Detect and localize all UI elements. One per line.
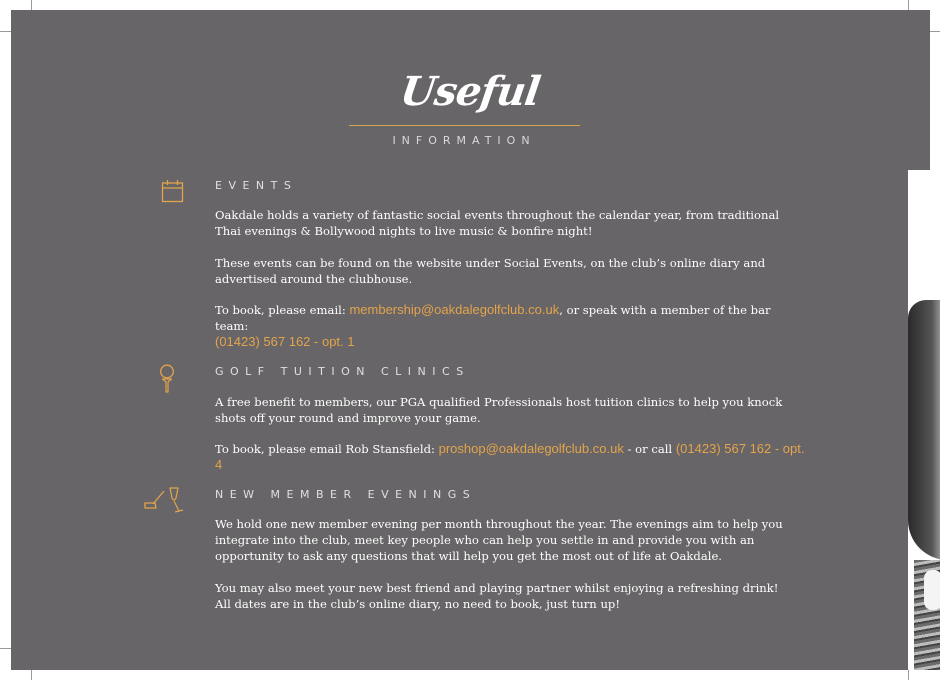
tuition-paragraph-2 bbox=[215, 441, 805, 473]
events-paragraph-3 bbox=[215, 302, 805, 350]
new-member-title: NEW MEMBER EVENINGS bbox=[215, 488, 477, 501]
proshop-email-link[interactable]: proshop@oakdalegolfclub.co.uk bbox=[438, 441, 624, 456]
new-member-line-1: You may also meet your new best friend and playing partner whilst enjoying a refreshing drink! bbox=[215, 581, 779, 595]
tuition-booking-text-2: - or call bbox=[623, 442, 676, 456]
new-member-paragraph-2 bbox=[215, 580, 805, 612]
new-member-paragraph-1: We hold one new member evening per month throughout the year. The evenings aim to help you integrate into the club, meet key people who can help you settle in and provide you with an opportunity to ask any questions that will help you get the most out of life at Oakdale. bbox=[215, 517, 783, 563]
membership-email-link[interactable]: membership@oakdalegolfclub.co.uk bbox=[349, 302, 560, 317]
heading-divider bbox=[349, 125, 580, 126]
events-title: EVENTS bbox=[215, 179, 298, 192]
tuition-paragraph-1: A free benefit to members, our PGA qualified Professionals host tuition clinics to help you knock shots off your round and improve your game. bbox=[215, 395, 783, 425]
events-paragraph-2: These events can be found on the website under Social Events, on the club’s online diary and advertised around the clubhouse. bbox=[215, 256, 766, 286]
bar-phone-link[interactable]: (01423) 567 162 - opt. 1 bbox=[215, 334, 355, 349]
new-member-line-2: All dates are in the club’s online diary, no need to book, just turn up! bbox=[215, 597, 620, 611]
proshop-phone-link[interactable]: (01423) 567 162 - opt. 4 bbox=[215, 441, 805, 472]
heading-script: Useful bbox=[397, 68, 543, 115]
tuition-booking-text: To book, please email Rob Stansfield: bbox=[215, 442, 439, 456]
events-paragraph-1: Oakdale holds a variety of fantastic social events throughout the calendar year, from traditional Thai evenings & Bollywood nights to live music & bonfire night! bbox=[215, 208, 780, 238]
golf-club-and-glass-icon bbox=[142, 485, 188, 521]
events-booking-text: To book, please email: bbox=[215, 303, 350, 317]
tuition-title: GOLF TUITION CLINICS bbox=[215, 365, 470, 378]
heading-subtitle: INFORMATION bbox=[392, 134, 536, 147]
calendar-icon bbox=[161, 179, 184, 207]
golf-ball-on-tee-icon bbox=[158, 364, 176, 398]
golfer-photo bbox=[908, 180, 940, 670]
events-booking-text-2: , or speak with a member of the bar team: bbox=[215, 303, 771, 333]
